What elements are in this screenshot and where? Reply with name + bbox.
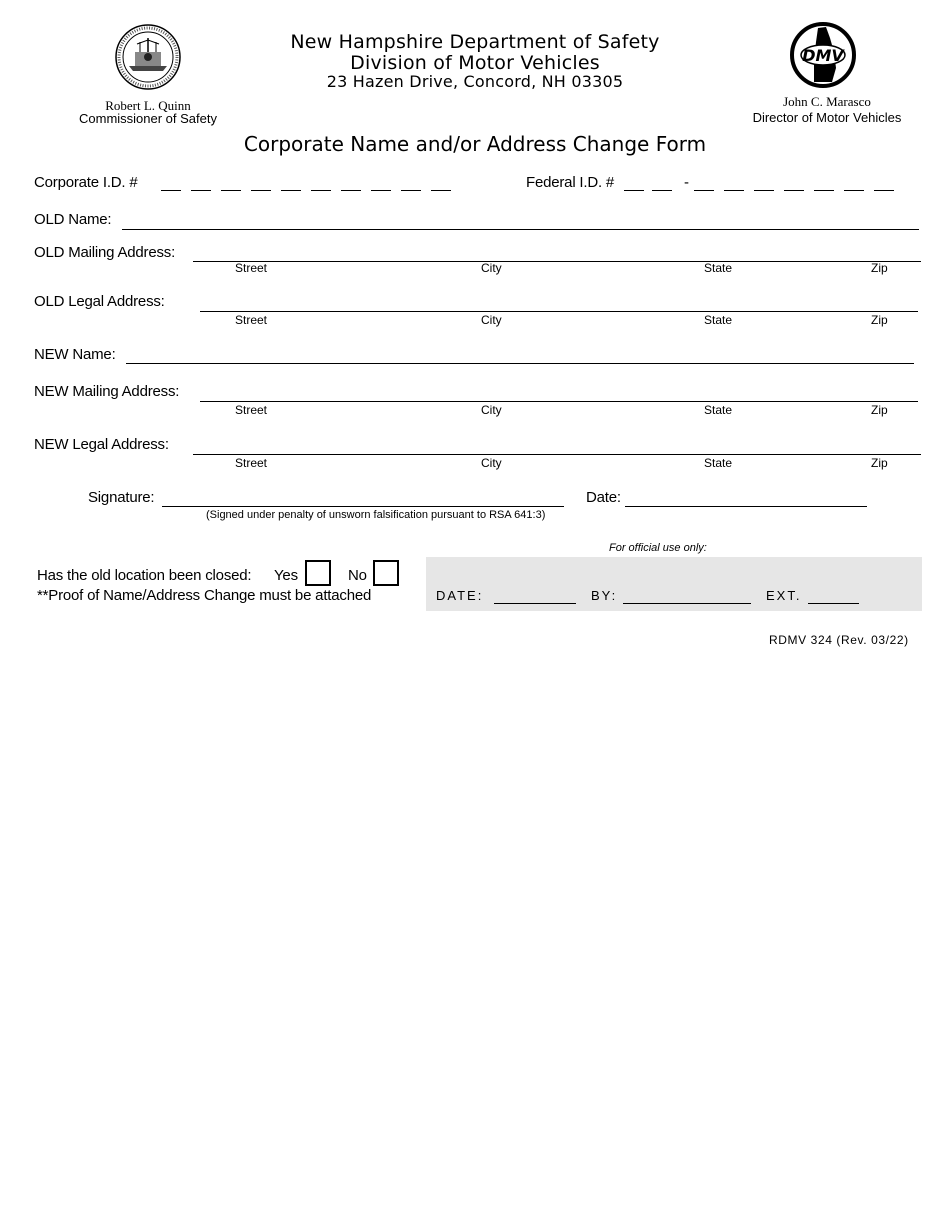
new-legal-city-caption: City (481, 456, 502, 470)
new-mailing-zip-caption: Zip (871, 403, 888, 417)
director-title: Director of Motor Vehicles (752, 110, 902, 125)
new-mailing-state-caption: State (704, 403, 733, 417)
new-mailing-street-caption: Street (235, 403, 268, 417)
old-legal-address-label: OLD Legal Address: (34, 293, 165, 310)
old-legal-state-caption: State (704, 313, 733, 327)
old-legal-zip-caption: Zip (871, 313, 888, 327)
dmv-logo-icon (790, 22, 856, 88)
commissioner-name: Robert L. Quinn (105, 98, 191, 113)
old-mailing-street-caption: Street (235, 261, 268, 275)
closed-question-label: Has the old location been closed: (37, 567, 252, 584)
form-title: Corporate Name and/or Address Change Form (243, 132, 707, 156)
old-mailing-address-input[interactable] (193, 261, 921, 262)
signature-note: (Signed under penalty of unsworn falsification pursuant to RSA 641:3) (206, 509, 546, 521)
signature-label: Signature: (88, 489, 155, 506)
new-name-label: NEW Name: (34, 346, 116, 363)
new-mailing-address-input[interactable] (200, 401, 918, 402)
official-date-input[interactable] (494, 603, 576, 604)
federal-id-prefix-input[interactable] (624, 190, 684, 192)
dmv-logo-text: DMV (802, 46, 844, 65)
division-name: Division of Motor Vehicles (350, 52, 600, 74)
new-legal-state-caption: State (704, 456, 733, 470)
official-ext-label: EXT. (766, 588, 802, 603)
official-by-label: BY: (591, 588, 618, 603)
director-name: John C. Marasco (783, 94, 871, 109)
no-label: No (348, 567, 367, 584)
date-input[interactable] (625, 506, 867, 507)
new-mailing-city-caption: City (481, 403, 502, 417)
new-legal-street-caption: Street (235, 456, 268, 470)
commissioner-title: Commissioner of Safety (79, 111, 217, 126)
federal-id-suffix-input[interactable] (694, 190, 904, 192)
official-ext-input[interactable] (808, 603, 859, 604)
department-name: New Hampshire Department of Safety (290, 31, 660, 53)
old-legal-city-caption: City (481, 313, 502, 327)
yes-checkbox[interactable] (305, 560, 331, 586)
form-number: RDMV 324 (Rev. 03/22) (769, 633, 909, 647)
new-legal-zip-caption: Zip (871, 456, 888, 470)
official-by-input[interactable] (623, 603, 751, 604)
federal-id-label: Federal I.D. # (526, 174, 615, 191)
old-mailing-zip-caption: Zip (871, 261, 888, 275)
old-mailing-city-caption: City (481, 261, 502, 275)
proof-note: **Proof of Name/Address Change must be attached (37, 587, 372, 604)
old-name-label: OLD Name: (34, 211, 112, 228)
old-mailing-state-caption: State (704, 261, 733, 275)
new-legal-address-input[interactable] (193, 454, 921, 455)
signature-input[interactable] (162, 506, 564, 507)
new-name-input[interactable] (126, 363, 914, 364)
old-mailing-address-label: OLD Mailing Address: (34, 244, 176, 261)
old-name-input[interactable] (122, 229, 919, 230)
corporate-id-label: Corporate I.D. # (34, 174, 138, 191)
federal-id-dash: - (684, 174, 689, 191)
old-legal-address-input[interactable] (200, 311, 918, 312)
date-label: Date: (586, 489, 621, 506)
new-legal-address-label: NEW Legal Address: (34, 436, 169, 453)
official-use-label: For official use only: (609, 542, 707, 554)
no-checkbox[interactable] (373, 560, 399, 586)
new-mailing-address-label: NEW Mailing Address: (34, 383, 180, 400)
old-legal-street-caption: Street (235, 313, 268, 327)
yes-label: Yes (274, 567, 298, 584)
official-date-label: DATE: (436, 588, 484, 603)
corporate-id-input[interactable] (161, 190, 461, 192)
department-address: 23 Hazen Drive, Concord, NH 03305 (326, 72, 624, 91)
